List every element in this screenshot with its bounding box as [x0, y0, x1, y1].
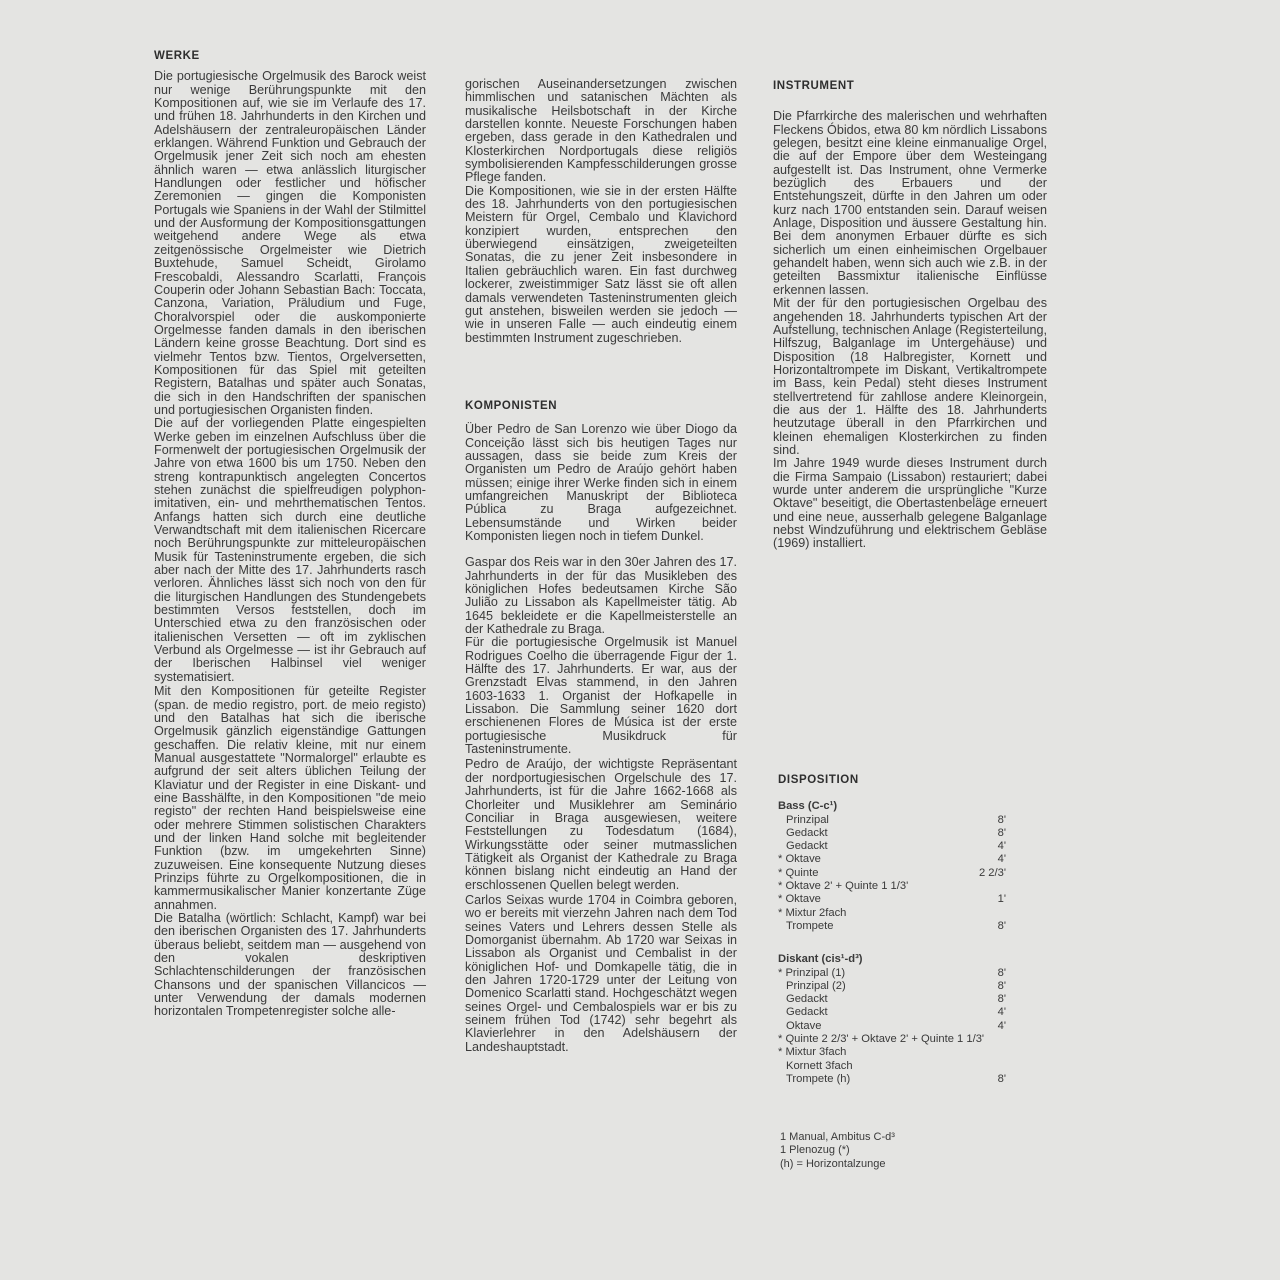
stop-size: 4' — [997, 853, 1006, 866]
stop-row — [778, 1060, 1006, 1073]
komponisten-paragraph-2: Gaspar dos Reis war in den 30er Jahren des 17. Jahrhunderts in der für das Musikleben des königlichen Hofes bedeutsamen Kirche São Julião zu Lissabon als Kapellmeister tätig. Ab 1645 bekleidete er die Kapellmeisterstelle an der Kathedrale zu Braga. — [465, 555, 737, 637]
stop-row — [778, 967, 1006, 980]
stop-row — [778, 993, 1006, 1006]
stop-name: Gedackt — [786, 1006, 828, 1019]
stop-size: 8' — [997, 919, 1006, 932]
komponisten-heading: KOMPONISTEN — [465, 399, 558, 412]
stop-row — [778, 893, 1006, 906]
stop-name: * Mixtur 2fach — [778, 906, 847, 919]
stop-name: Prinzipal — [786, 813, 829, 826]
stop-size: 8' — [997, 1072, 1006, 1085]
stop-name: * Oktave — [778, 893, 821, 906]
stop-name: Oktave — [786, 1019, 822, 1032]
stop-size: 8' — [997, 813, 1006, 826]
note-horizontalzunge: (h) = Horizontalzunge — [780, 1157, 886, 1170]
werke-paragraph-6: Die Kompositionen, wie sie in der ersten Hälfte des 18. Jahrhunderts von den portugiesischen Meistern für Orgel, Cembalo und Klavichord konzipiert wurden, entsprechen den überwiegend einsätzigen, zweigeteilten Sonatas, die zu jener Zeit insbesondere in Italien gebräuchlich waren. Ein fast durchweg lockerer, zweistimmiger Satz lässt sie oft allen damals verwendeten Tasteninstrumenten gleich gut anstehen, bisweilen werden sie jedoch — wie in unseren Falle — auch eindeutig einem bestimmten Instrument zugeschrieben. — [465, 183, 737, 345]
komponisten-paragraph-4: Pedro de Araújo, der wichtigste Repräsentant der nordportugiesischen Orgelschule des 17. Jahrhunderts, ist für die Jahre 1662-1668 als Chorleiter und Musiklehrer am Seminário Conciliar in Braga ausgewiesen, weitere Feststellungen zu Todesdatum (1684), Wirkungsstätte oder seiner mutmasslichen Tätigkeit als Organist der Kathedrale zu Braga können bislang nicht eindeutig an Hand der erschlossenen Quellen belegt werden. — [465, 757, 737, 892]
komponisten-paragraph-5: Carlos Seixas wurde 1704 in Coimbra geboren, wo er bereits mit vierzehn Jahren nach dem Tod seines Vaters und Lehrers dessen Stelle als Domorganist übernahm. Ab 1720 war Seixas in Lissabon als Organist und Cembalist in der königlichen Hof- und Domkapelle tätig, die in den Jahren 1720-1729 unter der Leitung von Domenico Scarlatti stand. Hochgeschätzt wegen seines Orgel- und Cembalospiels war er bis zu seinem frühen Tod (1742) sehr begehrt als Klavierlehrer in den Adelshäusern der Landeshauptstadt. — [465, 892, 737, 1054]
stop-size: 8' — [997, 826, 1006, 839]
stop-name: * Quinte 2 2/3' + Oktave 2' + Quinte 1 1/3' — [778, 1033, 985, 1046]
stop-row — [778, 827, 1006, 840]
werke-paragraph-5: gorischen Auseinandersetzungen zwischen himmlischen und satanischen Mächten als musikalische Heilsbotschaft in der Kirche darstellen konnte. Neueste Forschungen haben ergeben, dass gerade in den Kathedralen und Klosterkirchen Nordportugals diese religiös symbolisierenden Kampfesschilderungen grosse Pflege fanden. — [465, 77, 737, 185]
stop-row — [778, 980, 1006, 993]
werke-continued-column — [465, 78, 737, 1054]
stop-name: Prinzipal (2) — [786, 979, 846, 992]
stop-row — [778, 814, 1006, 827]
instrument-paragraph-3: Im Jahre 1949 wurde dieses Instrument durch die Firma Sampaio (Lissabon) restauriert; dabei wurde unter anderem die ursprüngliche "Kurze Oktave" beseitigt, die Obertastenbeläge erneuert und eine neue, ausserhalb gelegene Balganlage nebst Windzuführung und elektrischem Gebläse (1969) installiert. — [773, 456, 1047, 551]
stop-size: 4' — [997, 1006, 1006, 1019]
stop-name: * Prinzipal (1) — [778, 966, 846, 979]
stop-row — [778, 1006, 1006, 1019]
instrument-column — [773, 80, 1047, 551]
stop-row — [778, 907, 1006, 920]
stop-name: Kornett 3fach — [786, 1059, 853, 1072]
stop-name: * Oktave — [778, 853, 821, 866]
stop-name: Gedackt — [786, 993, 828, 1006]
note-manual: 1 Manual, Ambitus C-d³ — [780, 1131, 895, 1143]
stop-name: Trompete — [786, 919, 834, 932]
stop-row — [778, 853, 1006, 866]
stop-row — [778, 1033, 1006, 1046]
stop-name: Trompete (h) — [786, 1072, 851, 1085]
stop-name: * Mixtur 3fach — [778, 1046, 847, 1059]
stop-size: 4' — [997, 840, 1006, 853]
werke-heading: WERKE — [154, 50, 200, 62]
werke-paragraph-4: Die Batalha (wörtlich: Schlacht, Kampf) war bei den iberischen Organisten des 17. Jahrhunderts überaus beliebt, seitdem man — ausgehend von den vokalen deskriptiven Schlachtenschilderungen der französischen Chansons und der spanischen Villancicos — unter Verwendung der damals modernen horizontalen Trompetenregister solche alle- — [154, 911, 426, 1019]
werke-paragraph-3: Mit den Kompositionen für geteilte Register (span. de medio registro, port. de meio registo) und den Batalhas hat sich die iberische Orgelmusik gänzlich eigenständige Gattungen geschaffen. Die relativ kleine, mit nur einem Manual ausgestattete "Normalorgel" erlaubte es aufgrund der seit alters üblichen Teilung der Klaviatur und der Register in eine Diskant- und eine Basshälfte, in den Kompositionen "de meio registo" der rechten Hand beispielsweise eine oder mehrere Stimmen solistischen Charakters und der linken Hand solche mit begleitender Funktion (bzw. im umgekehrten Sinne) zuzuweisen. Eine konsequente Nutzung dieses Prinzips führte zu Orgelkompositionen, die in kammermusikalischer Manier konzertante Züge annahmen. — [154, 684, 426, 912]
disposition-notes — [780, 1131, 895, 1171]
note-plenozug: 1 Plenozug (*) — [780, 1144, 850, 1157]
disposition-block — [778, 774, 1006, 1086]
stop-name: * Oktave 2' + Quinte 1 1/3' — [778, 880, 909, 893]
diskant-stop-list — [778, 967, 1006, 1087]
instrument-paragraph-1: Die Pfarrkirche des malerischen und wehrhaften Fleckens Óbidos, etwa 80 km nördlich Lissabons gelegen, besitzt eine kleine einmanualige Orgel, die auf der Empore über dem Westeingang aufgestellt ist. Das Instrument, ohne Vermerke bezüglich des Erbauers und der Entstehungszeit, dürfte in den Jahren um oder kurz nach 1700 entstanden sein. Darauf weisen Anlage, Disposition und äussere Gestaltung hin. Bei dem anonymen Erbauer dürfte es sich sicherlich um einen einheimischen Orgelbauer gehandelt haben, wenn sich auch wie z.B. in der geteilten Bassmixtur italienische Einflüsse erkennen lassen. — [773, 109, 1047, 297]
instrument-paragraph-2: Mit der für den portugiesischen Orgelbau des angehenden 18. Jahrhunderts typischen Art der Aufstellung, technischen Anlage (Registerteilung, Hilfszug, Balganlage im Untergehäuse) und Disposition (18 Halbregister, Kornett und Horizontaltrompete im Diskant, Vertikaltrompete im Bass, kein Pedal) steht dieses Instrument stellvertretend für zahllose andere Kleinorgein, die aus der 1. Hälfte des 18. Jahrhunderts heutzutage überall in den Pfarrkirchen und kleinen ehemaligen Klosterkirchen zu finden sind. — [773, 296, 1047, 457]
komponisten-paragraph-1: Über Pedro de San Lorenzo wie über Diogo da Conceição lässt sich bis heutigen Tages nur aussagen, dass sie beide zum Kreis der Organisten um Pedro de Araújo gehört haben müssen; einige ihrer Werke finden sich in einem umfangreichen Manuskript der Biblioteca Pública zu Braga aufgezeichnet. Lebensumstände und Wirken beider Komponisten liegen noch in tiefem Dunkel. — [465, 422, 737, 543]
instrument-heading: INSTRUMENT — [773, 80, 855, 92]
stop-size: 4' — [997, 1019, 1006, 1032]
stop-row — [778, 880, 1006, 893]
stop-name: * Quinte — [778, 866, 819, 879]
komponisten-paragraph-3: Für die portugiesische Orgelmusik ist Manuel Rodrigues Coelho die überragende Figur der 1. Hälfte des 17. Jahrhunderts. Er war, aus der Grenzstadt Elvas stammend, in den Jahren 1603-1633 1. Organist der Hofkapelle in Lissabon. Die Sammlung seiner 1620 dort erschienenen Flores de Música ist der erste portugiesische Musikdruck für Tasteninstrumente. — [465, 635, 737, 757]
stop-row — [778, 867, 1006, 880]
stop-name: Gedackt — [786, 840, 828, 853]
stop-row — [778, 1073, 1006, 1086]
werke-paragraph-1: Die portugiesische Orgelmusik des Barock weist nur wenige Berührungspunkte mit den Kompositionen auf, wie sie im Verlaufe des 17. und frühen 18. Jahrhunderts in den Kirchen und Adelshäusern der zentraleuropäischen Länder erklangen. Während Funktion und Gebrauch der Orgelmusik jener Zeit sich noch am ehesten ähnlich waren — etwa anlässlich liturgischer Handlungen oder festlicher und höfischer Zeremonien — gingen die Komponisten Portugals wie Spaniens in der Wahl der Stilmittel und der Ausformung der Kompositionsgattungen weitgehend andere Wege als etwa zeitgenössische Orgelmeister wie Dietrich Buxtehude, Samuel Scheidt, Girolamo Frescobaldi, Alessandro Scarlatti, François Couperin oder Johann Sebastian Bach: Toccata, Canzona, Variation, Präludium und Fuge, Choralvorspiel oder die auskomponierte Orgelmesse fanden damals in den iberischen Ländern keine grosse Beachtung. Dort sind es vielmehr Tentos bzw. Tientos, Orgelversetten, Kompositionen für das Spiel mit geteilten Registern, Batalhas und später auch Sonatas, die sich in den Handschriften der spanischen und portugiesischen Organisten finden. — [154, 69, 426, 417]
bass-title: Bass (C-c¹) — [778, 800, 838, 813]
stop-size: 8' — [997, 979, 1006, 992]
disposition-heading: DISPOSITION — [778, 774, 859, 786]
stop-size: 8' — [997, 966, 1006, 979]
stop-size: 2 2/3' — [978, 866, 1006, 879]
diskant-title: Diskant (cis¹-d³) — [778, 953, 863, 966]
bass-stop-list — [778, 814, 1006, 934]
stop-size: 1' — [997, 893, 1006, 906]
stop-name: Gedackt — [786, 826, 828, 839]
werke-paragraph-2: Die auf der vorliegenden Platte eingespielten Werke geben im einzelnen Aufschluss über die Formenwelt der portugiesischen Orgelmusik der Jahre von etwa 1600 bis um 1750. Neben den streng kontrapunktisch angelegten Concertos stehen zunächst die spielfreudigen polyphon-imitativen, ein- und mehrthematischen Tentos. Anfangs hatten sich durch eine deutliche Verwandtschaft mit dem italienischen Ricercare noch Berührungspunkte zur mitteleuropäischen Musik für Tasteninstrumente ergeben, die sich aber nach der Mitte des 17. Jahrhunderts rasch verloren. Ähnliches lässt sich noch von den für die liturgischen Handlungen des Stundengebets bestimmten Versos feststellen, doch im Unterschied etwa zu den französischen oder italienischen Versetten — oft im zyklischen Verbund als Orgelmesse — ist ihr Gebrauch auf der Iberischen Halbinsel viel weniger systematisiert. — [154, 416, 426, 684]
stop-row — [778, 1046, 1006, 1059]
stop-size: 8' — [997, 993, 1006, 1006]
stop-row — [778, 840, 1006, 853]
werke-column — [154, 50, 426, 1019]
stop-row — [778, 920, 1006, 933]
stop-row — [778, 1020, 1006, 1033]
